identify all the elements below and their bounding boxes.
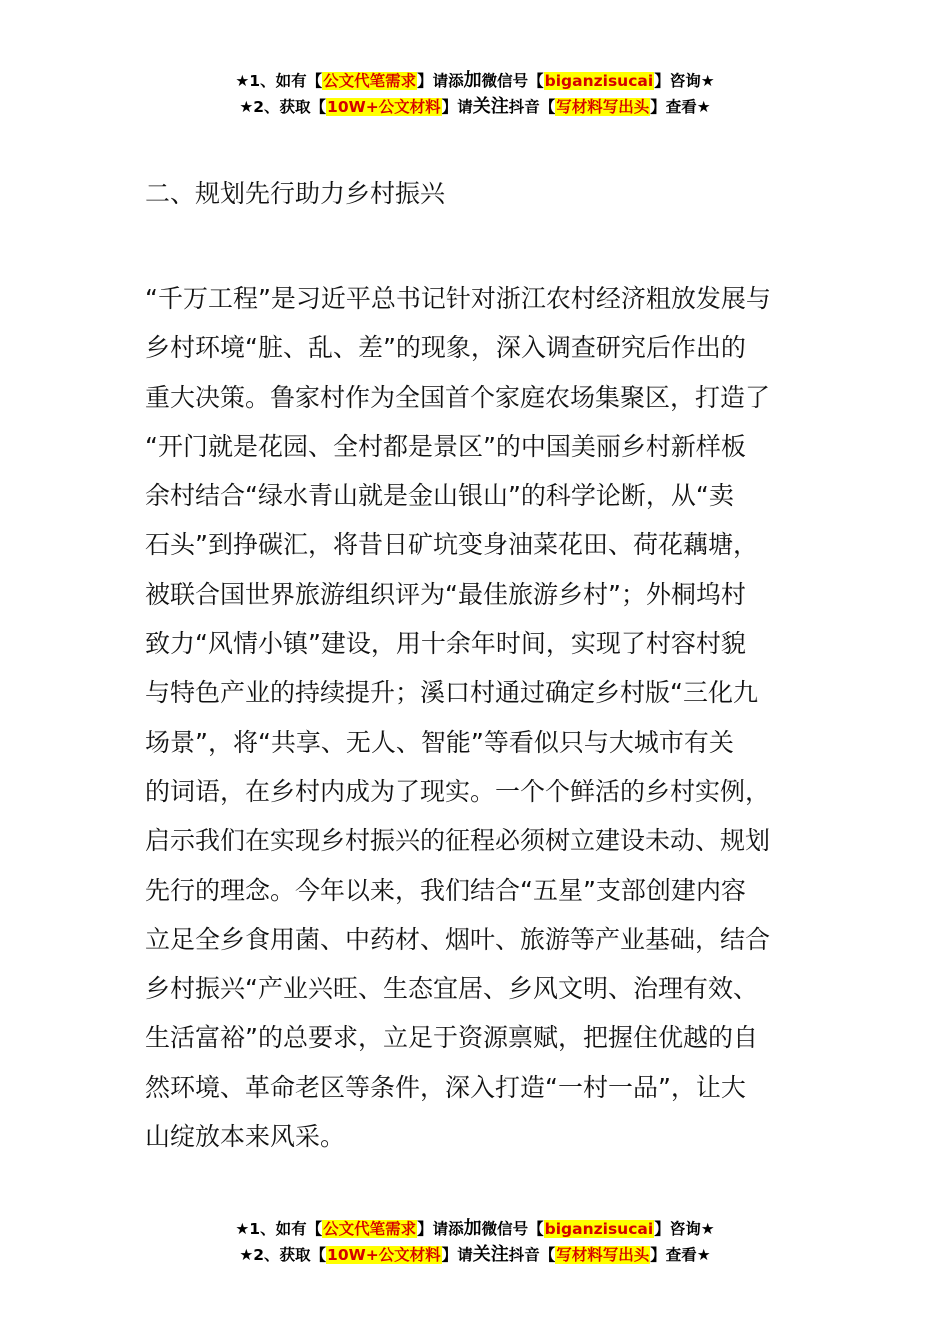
ad-highlight: 公文代笔需求 <box>323 1220 417 1238</box>
body-line: 然环境、革命老区等条件，深入打造“一村一品”，让大 <box>145 1072 746 1102</box>
ad-line-2: ★2、获取【10W+公文材料】请关注抖音【写材料写出头】查看★ <box>239 1244 711 1265</box>
section-heading: 二、规划先行助力乡村振兴 <box>145 179 446 208</box>
top-ad-banner <box>0 68 950 120</box>
body-line: 先行的理念。今年以来，我们结合“五星”支部创建内容 <box>145 875 746 905</box>
body-line: “千万工程”是习近平总书记针对浙江农村经济粗放发展与 <box>145 284 771 313</box>
ad-line-2: ★2、获取【10W+公文材料】请关注抖音【写材料写出头】查看★ <box>239 96 711 117</box>
ad-highlight: 公文代笔需求 <box>323 72 417 90</box>
body-line: 乡村振兴“产业兴旺、生态宜居、乡风文明、治理有效、 <box>145 974 758 1004</box>
ad-highlight: 写材料写出头 <box>556 1246 650 1264</box>
ad-highlight: 10W+公文材料 <box>327 98 441 116</box>
body-line: 的词语，在乡村内成为了现实。一个个鲜活的乡村实例， <box>145 776 771 806</box>
ad-highlight: biganzisucai <box>544 72 654 90</box>
body-line: 立足全乡食用菌、中药材、烟叶、旅游等产业基础，结合 <box>145 924 771 954</box>
body-line: 被联合国世界旅游组织评为“最佳旅游乡村”；外桐坞村 <box>145 579 746 609</box>
body-paragraph <box>145 274 809 1161</box>
ad-highlight: 写材料写出头 <box>556 98 650 116</box>
body-line: 生活富裕”的总要求，立足于资源禀赋，把握住优越的自 <box>145 1023 758 1053</box>
body-line: 场景”，将“共享、无人、智能”等看似只与大城市有关 <box>145 727 734 757</box>
ad-line-1: ★1、如有【公文代笔需求】请添加微信号【biganzisucai】咨询★ <box>235 70 715 91</box>
bottom-ad-banner <box>0 1216 950 1268</box>
body-line: “开门就是花园、全村都是景区”的中国美丽乡村新样板 <box>145 431 746 461</box>
body-line: 重大决策。鲁家村作为全国首个家庭农场集聚区，打造了 <box>145 382 771 412</box>
body-line: 山绽放本来风采。 <box>145 1122 346 1152</box>
body-line: 乡村环境“脏、乱、差”的现象，深入调查研究后作出的 <box>145 333 746 363</box>
body-line: 启示我们在实现乡村振兴的征程必须树立建设未动、规划 <box>145 826 771 856</box>
body-line: 余村结合“绿水青山就是金山银山”的科学论断，从“卖 <box>145 481 734 511</box>
body-line: 致力“风情小镇”建设，用十余年时间，实现了村容村貌 <box>145 629 746 659</box>
body-line: 与特色产业的持续提升；溪口村通过确定乡村版“三化九 <box>145 678 758 708</box>
ad-line-1: ★1、如有【公文代笔需求】请添加微信号【biganzisucai】咨询★ <box>235 1218 715 1239</box>
ad-highlight: 10W+公文材料 <box>327 1246 441 1264</box>
body-line: 石头”到挣碳汇，将昔日矿坑变身油菜花田、荷花藕塘， <box>145 530 758 560</box>
ad-highlight: biganzisucai <box>544 1220 654 1238</box>
